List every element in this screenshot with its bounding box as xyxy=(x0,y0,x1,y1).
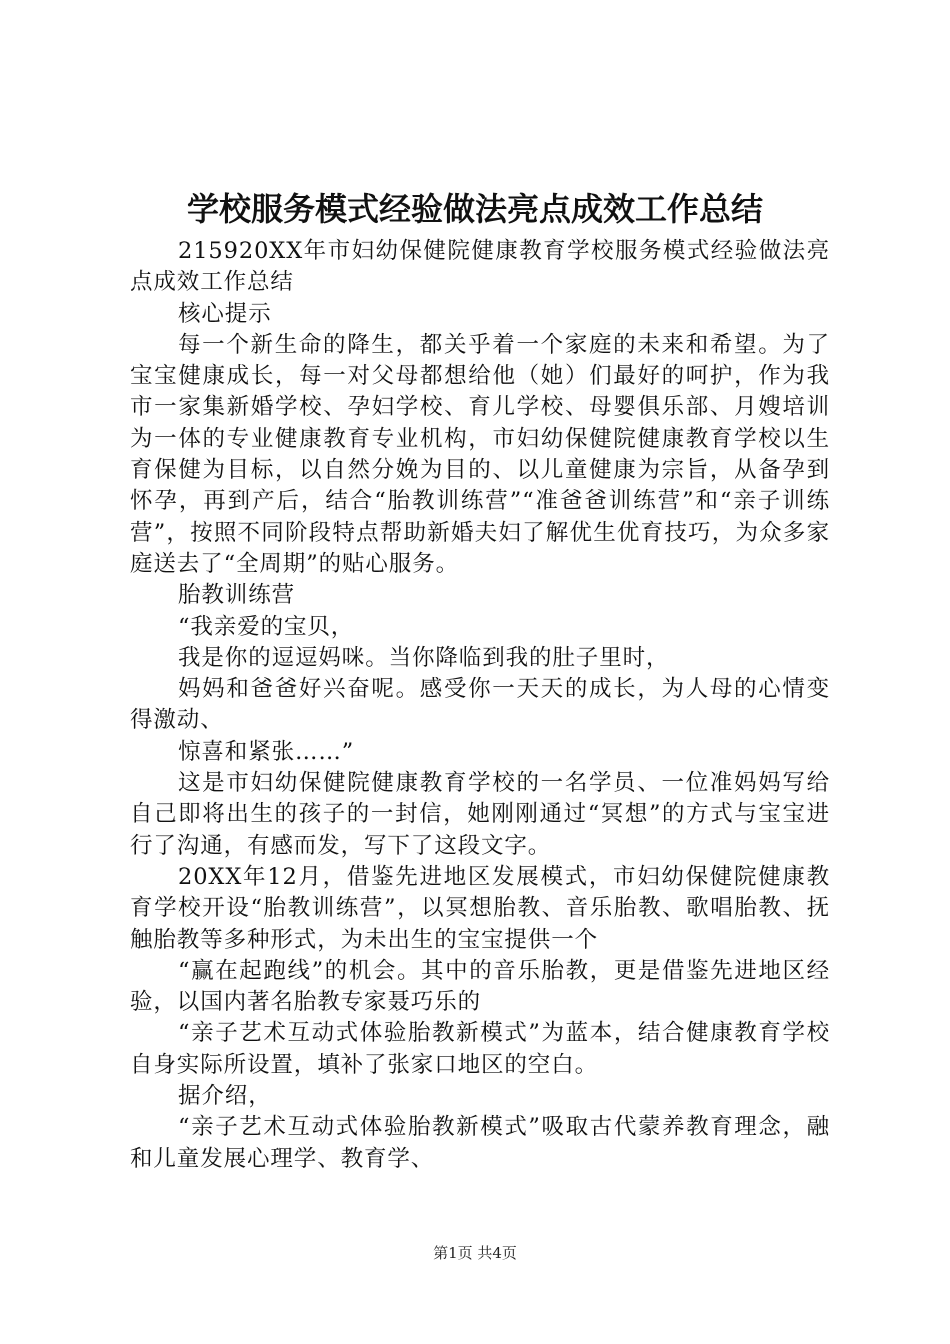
paragraph-camp-music: “赢在起跑线”的机会。其中的音乐胎教，更是借鉴先进地区经验，以国内著名胎教专家聂巧乐的 xyxy=(130,957,830,1016)
paragraph-camp-intro: 20XX年12月，借鉴先进地区发展模式，市妇幼保健院健康教育学校开设“胎教训练营”，以冥想胎教、音乐胎教、歌唱胎教、抚触胎教等多种形式，为未出生的宝宝提供一个 xyxy=(130,863,830,953)
paragraph-letter-context: 这是市妇幼保健院健康教育学校的一名学员、一位准妈妈写给自己即将出生的孩子的一封信，她刚刚通过“冥想”的方式与宝宝进行了沟通，有感而发，写下了这段文字。 xyxy=(130,770,830,859)
paragraph-letter-4: 惊喜和紧张……” xyxy=(178,738,355,765)
paragraph-core-tip-heading: 核心提示 xyxy=(178,300,272,327)
paragraph-reportedly: 据介绍， xyxy=(178,1083,272,1110)
document-body xyxy=(130,236,830,1175)
paragraph-camp-model: “亲子艺术互动式体验胎教新模式”为蓝本，结合健康教育学校自身实际所设置，填补了张家口地区的空白。 xyxy=(130,1020,830,1078)
page-number-footer: 第1页 共4页 xyxy=(433,1244,517,1262)
paragraph-letter-2: 我是你的逗逗妈咪。当你降临到我的肚子里时， xyxy=(178,644,670,671)
paragraph-model-concept: “亲子艺术互动式体验胎教新模式”吸取古代蒙养教育理念，融和儿童发展心理学、教育学、 xyxy=(130,1114,830,1172)
paragraph-section-heading: 胎教训练营 xyxy=(178,582,296,609)
paragraph-intro: 215920XX年市妇幼保健院健康教育学校服务模式经验做法亮点成效工作总结 xyxy=(130,238,830,296)
paragraph-letter-3: 妈妈和爸爸好兴奋呢。感受你一天天的成长，为人母的心情变得激动、 xyxy=(130,676,830,734)
document-title: 学校服务模式经验做法亮点成效工作总结 xyxy=(186,190,763,228)
paragraph-letter-1: “我亲爱的宝贝， xyxy=(178,613,355,640)
paragraph-summary: 每一个新生命的降生，都关乎着一个家庭的未来和希望。为了宝宝健康成长，每一对父母都想给他（她）们最好的呵护，作为我市一家集新婚学校、孕妇学校、育儿学校、母婴俱乐部、月嫂培训为一体的专业健康教育专业机构，市妇幼保健院健康教育学校以生育保健为目标，以自然分娩为目的、以儿童健康为宗旨，从备孕到怀孕，再到产后，结合“胎教训练营”“准爸爸训练营”和“亲子训练营”，按照不同阶段特点帮助新婚夫妇了解优生优育技巧，为众多家庭送去了“全周期”的贴心服务。 xyxy=(130,331,830,577)
